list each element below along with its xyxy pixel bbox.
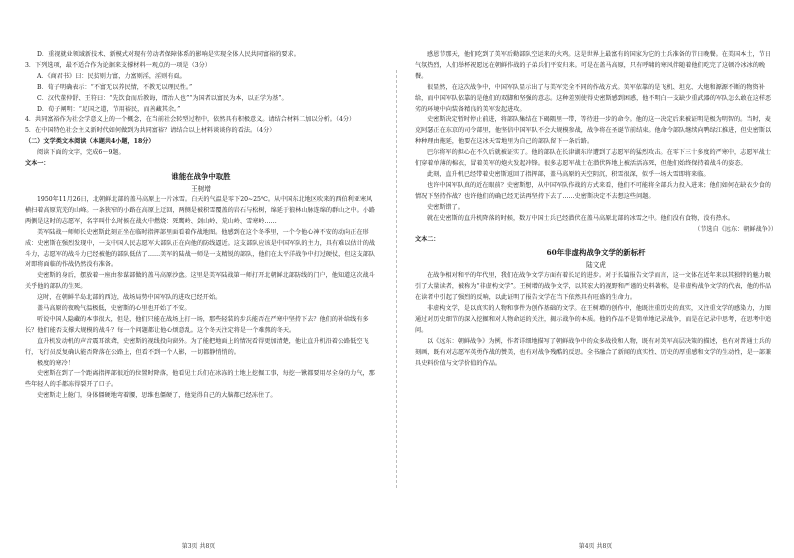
left-column [25,50,377,402]
reading-instruction: 阅读下面的文字，完成6～9题。 [37,149,125,157]
q3-option-d: D．荀子阐明：“足国之道，节用裕民，而善藏其余。” [37,105,181,113]
source-note: （节选自《远东：朝鲜战争》） [694,225,777,233]
story-paragraph: 很显然，在这次战争中，中国军队显示出了与美军完全不同的作战方式。美军依靠的是飞机、坦克、大炮和源源不断的物资补给，而中国军队依靠的是他们的双脚和坚强的意志。这种差别使得史密斯感到困惑，他不明白一支缺少重武器的军队怎么敢在这样恶劣的环境中向装备精良的美军发起进攻。 [415,83,772,113]
article-author: 陆文虎 [586,261,606,270]
story-paragraph: 史密斯在到了一个距离指挥部很近的位置时降落，他看见士兵们在冰冻的土地上挖掘工事，每挖一锹都要用尽全身的力气，那些年轻人的手都冻得裂开了口子。 [25,370,375,389]
story-paragraph: 就在史密斯的直升机降落的时候，数万中国士兵已经潜伏在盖马高原北部的冰雪之中。他们没有食物，没有热水。 [427,214,735,222]
text2-label: 文本二： [415,236,440,244]
article-paragraph: 在战争相对和平的年代里，我们在战争文学方面有着长足的进步。对于长篇报告文学而言，这一文体在近年来以其独特的魅力吸引了大量读者，被称为“非虚构文学”。王树增的战争文学，以其宏大的视野和严谨的史料著称，是非虚构战争文学的代表，他的作品在读者中引起了强烈的反响，以此证明了报告文学在当下依然具有旺盛的生命力。 [415,272,772,302]
article-paragraph: 非虚构文学，是以真实的人物和事件为创作基础的文学。在王树增的创作中，他既注重历史的真实，又注重文学的感染力，力图通过对历史细节的深入挖掘和对人物命运的关注，揭示战争的本质。他的作品不是简单地记录战争，而是在记录中思考，在思考中追问。 [415,305,772,334]
page-right [397,0,794,558]
question-2-option-d: D．重视就业领域新技术、新模式对现有劳动者保障体系的影响是实现全体人民共同富裕的要求。 [37,51,300,58]
q3-option-c: C．汉代董仲舒、王符曰：“先饮食而后教诲，谓治人也”“为国者以富民为本，以正学为基”。 [37,94,288,102]
section-heading: （二）文学类文本阅读（本题共4小题，18分） [25,138,155,146]
story-short-line: 史密斯错了。 [427,203,464,211]
right-column [415,50,777,369]
article-title: 60年非虚构战争文学的新标杆 [546,248,646,258]
story-exclamation: 极度的寒冷！ [37,359,74,367]
text1-label: 文本一： [25,160,50,168]
story-paragraph: 这时，在朝鲜半岛北部的西边，战场局势中国军队的进攻已经开始。 [37,294,222,302]
story-paragraph: 此刻，直升机已经带着史密斯返回了指挥部，盖马高原的天空阴沉，积雪很深，似乎一场大雪即将来临。 [427,170,710,178]
q3-option-b: B．荀子明确表示：“不富无以养民情，不教无以理民性。” [37,83,193,91]
story-title: 谁能在战争中取胜 [171,171,231,181]
story-paragraph: 听说中国人隐藏的本事很大，但是，他们只能在战场上打一场，那些轻装的步兵能否在严寒中坚持下去？他们的补给线有多长？他们能否支撑大规模的战斗？每一个问题都让他心烦意乱。这个冬天注定将是一个难熬的冬天。 [25,315,369,334]
story-paragraph: 巴尔将军的担心在不久后就被证实了。他的部队在长津湖东岸遭到了志愿军的猛烈攻击。在零下三十多度的严寒中，志愿军战士们穿着单薄的棉衣，冒着美军的炮火发起冲锋。很多志愿军战士在潜伏阵地上被活活冻死，但他们始终保持着战斗的姿态。 [415,149,771,168]
story-author: 王树增 [191,184,211,193]
question-3: 3．下列选项，最不适合作为论据来支撑材料一观点的一项是（3分） [25,61,211,69]
story-paragraph: 史密斯走上舱门，身体僵硬地弯着腰，思维也僵硬了，他觉得自己的大脑都已经冻住了。 [37,392,277,400]
story-paragraph: 盖马高原的夜晚气温极低，史密斯的心里也开始了不安。 [37,305,191,313]
page-number-right: 第4页 共8页 [578,543,613,550]
page-number-left: 第3页 共8页 [181,543,216,550]
story-paragraph: 直升机发动机的声音震耳欲聋，史密斯的视线投向窗外。为了能把地面上的情况看得更加清楚，他让直升机沿着公路低空飞行，飞行员反复确认能否降落在公路上，但看不到一个人影，一切都静悄悄的。 [25,337,369,356]
q3-option-a: A．《商君书》曰：民贫则力富，力富则淫，淫则有虱。 [37,72,186,80]
story-paragraph: 1950年11月26日，北朝鲜北部的盖马高原上一片冰雪。白天的气温是零下20~25℃。从中国东北地区吹来的西伯利亚寒风横扫着高原荒芜的山峰。一条狭窄的小路在高原上迂回，两侧是被积雪覆盖的岩石与松树，绵延于狼林山脉连绵的群山之中。小路两侧是这时的志愿军，名字叫什么时候在战火中燃烧：死鹰岭、剑山岭、荒山岭、雪寒岭…… [25,195,376,225]
story-paragraph: 史密斯决定暂时停止前进，将部队集结在下碣隅里一带，等待进一步的命令。他的这一决定后来被证明是极为明智的。当时，麦克阿瑟正在东京的司令部里，他坚信中国军队不会大规模参战，战争将在圣诞节前结束。他命令部队继续向鸭绿江推进，但史密斯以种种理由拖延，他要在这冰天雪地里为自己的部队留下一条后路。 [415,116,772,146]
question-4: 4．共同富裕作为社会学意义上的一个概念，在当前社会转型过程中，依然具有积极意义。请结合材料二加以分析。（4分） [25,116,356,124]
question-5: 5．在中国特色社会主义新时代如何做到为共同富裕？请结合以上材料谈谈你的看法。（4分） [25,127,276,135]
story-paragraph: 感恩节那天，他们吃到了美军后勤部队空运来的火鸡。这是世界上最富有的国家为它的士兵准备的节日晚餐。在美国本土，节日气氛热烈，人们举杯祝愿远在朝鲜作战的子弟兵们平安归来。可是在盖马高原，只有呼啸的寒风伴随着他们吃完了这顿冷冰冰的晚餐。 [415,51,771,80]
story-paragraph: 美军陆战一师师长史密斯此刻正坐在临时指挥部里面看着作战地图。他感到在这个冬季里，一个令他心神不安的动向正在形成：史密斯在强烈发现中，一支中国人民志愿军大部队正在向他的防线逼近。这支部队应该是中国军队的主力，具有难以估计的战斗力，志愿军的战斗力已经被他的部队低估了……美军的陆战一师是一支精锐的部队，他们在太平洋战争中打过硬仗，但这支部队对即将面临的作战仍然没有准备。 [25,228,376,269]
article-paragraph: 以《远东：朝鲜战争》为例，作者详细地描写了朝鲜战争中的众多战役和人物，既有对美军高层决策的描述，也有对普通士兵的刻画，既有对志愿军英勇作战的赞美，也有对战争残酷的反思。全书融合了新闻的真实性、历史的厚重感和文学的生动性，是一部兼具史料价值与文学价值的作品。 [415,337,772,367]
story-paragraph: 史密斯的身后，摆放着一座由参谋部做的盖马高原沙盘。这里是美军陆战第一师打开北朝鲜北部防线的门户，他知道这次战斗关乎他的部队的生死。 [25,272,375,291]
story-paragraph: 也许中国军队真的近在眼前？史密斯想，从中国军队作战的方式来看，他们不可能将全部兵力投入进来；他们如何在缺衣少食的情况下坚持作战？也许他们的确已经无法再坚持下去了……史密斯决定不去想这些问题。 [415,181,771,200]
